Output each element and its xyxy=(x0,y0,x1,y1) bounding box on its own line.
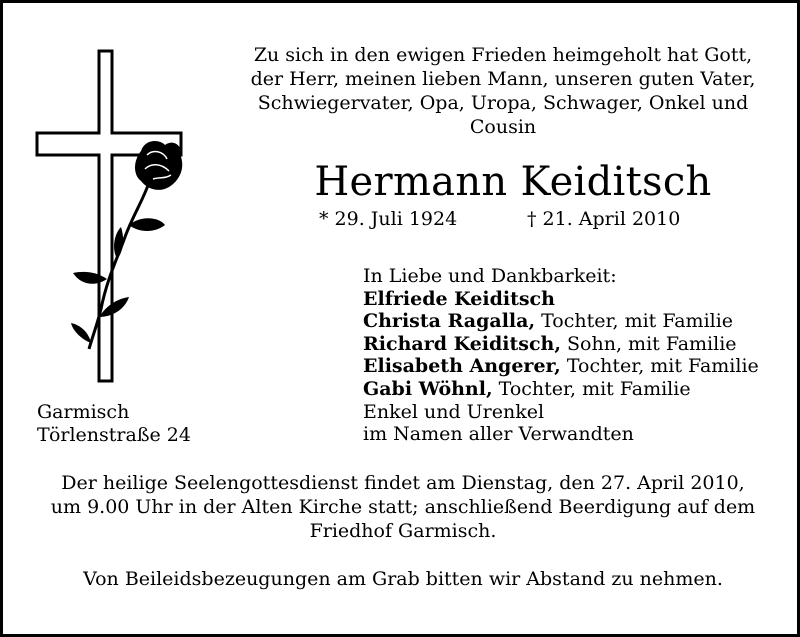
mourner-name: Gabi Wöhnl, xyxy=(363,377,493,400)
address-town: Garmisch xyxy=(37,401,130,423)
mourner-entry xyxy=(363,333,783,356)
intro-line: Schwiegervater, Opa, Uropa, Schwager, Onkel und xyxy=(257,92,749,114)
mourner-entry xyxy=(363,288,783,311)
birth-date: * 29. Juli 1924 xyxy=(319,208,458,230)
mourner-relation: Tochter, mit Familie xyxy=(535,310,734,333)
cross-icon xyxy=(37,51,181,381)
intro-line: der Herr, meinen lieben Mann, unseren guten Vater, xyxy=(250,68,756,90)
funeral-service-info xyxy=(23,471,783,543)
deceased-name: Hermann Keiditsch xyxy=(314,159,712,205)
closing-request: Von Beileidsbezeugungen am Grab bitten wir Abstand zu nehmen. xyxy=(83,568,723,590)
leaf-icon xyxy=(71,218,165,343)
mourner-name: Elisabeth Angerer, xyxy=(363,355,561,378)
service-line: Der heilige Seelengottesdienst findet am Dienstag, den 27. April 2010, xyxy=(61,472,745,494)
mourner-entry xyxy=(363,355,783,378)
mourners-extra: im Namen aller Verwandten xyxy=(363,423,634,446)
mourners-list xyxy=(363,265,783,446)
mourner-relation: Tochter, mit Familie xyxy=(492,377,691,400)
intro-line: Cousin xyxy=(469,116,537,138)
service-line: Friedhof Garmisch. xyxy=(309,520,497,542)
mourner-entry xyxy=(363,378,783,401)
service-line: um 9.00 Uhr in der Alten Kirche statt; anschließend Beerdigung auf dem xyxy=(50,496,756,518)
mourner-relation: Tochter, mit Familie xyxy=(560,355,759,378)
mourner-entry xyxy=(363,310,783,333)
mourner-relation: Sohn, mit Familie xyxy=(561,332,737,355)
cross-with-rose-icon xyxy=(33,47,183,387)
mourner-name: Elfriede Keiditsch xyxy=(363,287,555,310)
address-street: Törlenstraße 24 xyxy=(37,423,191,446)
intro-text xyxy=(233,43,773,139)
mourner-name: Richard Keiditsch, xyxy=(363,332,561,355)
death-date: † 21. April 2010 xyxy=(527,208,681,230)
intro-line: Zu sich in den ewigen Frieden heimgeholt hat Gott, xyxy=(253,44,753,66)
family-address xyxy=(37,401,191,446)
mourners-intro: In Liebe und Dankbarkeit: xyxy=(363,265,617,287)
mourners-extra: Enkel und Urenkel xyxy=(363,400,545,423)
mourner-name: Christa Ragalla, xyxy=(363,310,536,333)
